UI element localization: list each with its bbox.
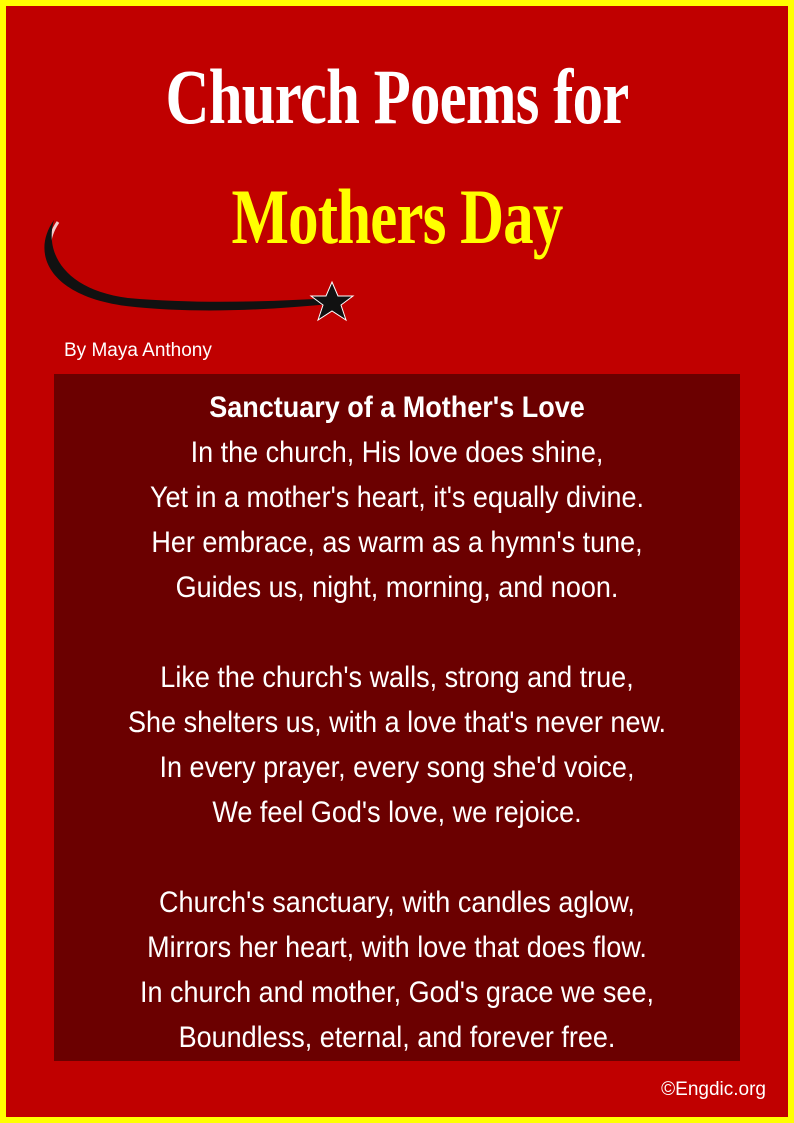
poem-line: Mirrors her heart, with love that does flow.: [147, 931, 647, 964]
shooting-star-icon: [36, 214, 356, 334]
title-line-2: Mothers Day: [231, 173, 563, 260]
poem-line: Guides us, night, morning, and noon.: [175, 571, 619, 604]
author-byline: By Maya Anthony: [64, 340, 212, 361]
poem-box: [54, 374, 740, 1061]
stanza: [54, 430, 740, 610]
stanza: [54, 655, 740, 835]
poem-title: Sanctuary of a Mother's Love: [209, 391, 585, 424]
poem-line: In every prayer, every song she'd voice,: [159, 751, 635, 784]
poem-line: Church's sanctuary, with candles aglow,: [159, 886, 635, 919]
copyright-notice: ©Engdic.org: [661, 1079, 766, 1100]
poem-line: Yet in a mother's heart, it's equally divine.: [149, 481, 645, 514]
poem-line: In church and mother, God's grace we see,: [140, 976, 654, 1009]
poster: [6, 6, 788, 1117]
poem-line: She shelters us, with a love that's never new.: [128, 706, 666, 739]
poem-line: We feel God's love, we rejoice.: [212, 796, 582, 829]
stanza: [54, 880, 740, 1060]
poem-line: Her embrace, as warm as a hymn's tune,: [151, 526, 643, 559]
poem-line: Boundless, eternal, and forever free.: [178, 1021, 616, 1054]
poem-line: Like the church's walls, strong and true,: [160, 661, 634, 694]
title-line-1: Church Poems for: [165, 53, 629, 140]
poem-line: In the church, His love does shine,: [190, 436, 604, 469]
